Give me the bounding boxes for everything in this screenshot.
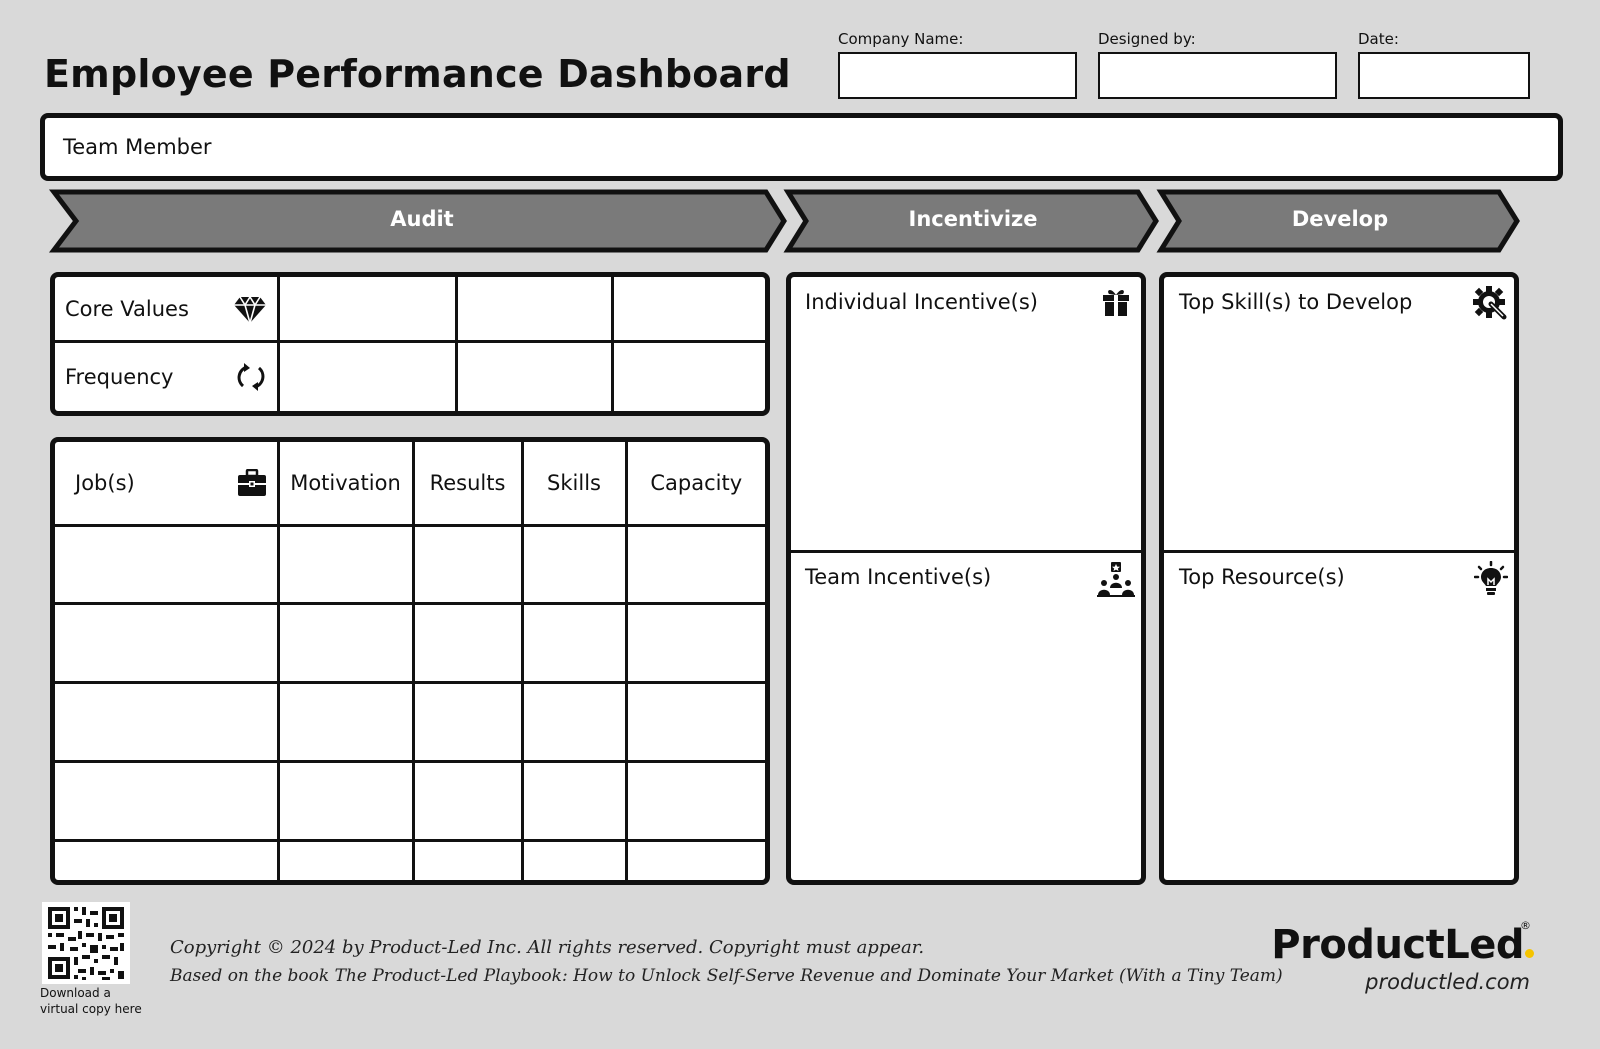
qr-caption-line2: virtual copy here [40, 1002, 142, 1016]
productled-url[interactable]: productled.com [1365, 970, 1530, 994]
company-name-label: Company Name: [838, 30, 964, 48]
logo-mark [1520, 919, 1534, 962]
gear-wrench-icon [1472, 285, 1508, 321]
skills-cell[interactable] [522, 841, 626, 881]
core-values-cell[interactable] [278, 277, 456, 342]
core-values-header-cell [55, 277, 278, 342]
individual-incentive-label: Individual Incentive(s) [805, 290, 1038, 314]
job-cell[interactable] [55, 841, 278, 881]
frequency-label: Frequency [65, 365, 174, 390]
column-header: Capacity [626, 442, 765, 525]
core-values-cell[interactable] [456, 277, 612, 342]
table-row [55, 525, 765, 604]
capacity-cell[interactable] [626, 525, 765, 604]
page-title: Employee Performance Dashboard [44, 52, 791, 96]
date-label: Date: [1358, 30, 1399, 48]
results-cell[interactable] [413, 525, 522, 604]
skills-cell[interactable] [522, 683, 626, 762]
table-row [55, 342, 765, 411]
designed-by-label: Designed by: [1098, 30, 1196, 48]
team-member-label: Team Member [63, 135, 212, 159]
refresh-icon [235, 361, 267, 393]
skills-cell[interactable] [522, 762, 626, 841]
capacity-cell[interactable] [626, 762, 765, 841]
team-incentive-box[interactable] [791, 553, 1141, 880]
qr-caption [40, 985, 142, 1017]
stage-incentivize-label: Incentivize [908, 207, 1038, 231]
stage-develop-label: Develop [1291, 207, 1389, 231]
qr-code[interactable] [42, 902, 130, 984]
incentivize-panel [786, 272, 1146, 885]
logo-text: ProductLed [1271, 922, 1524, 968]
job-cell[interactable] [55, 762, 278, 841]
qr-caption-line1: Download a [40, 986, 111, 1000]
individual-incentive-box[interactable] [791, 277, 1141, 550]
jobs-grid [55, 442, 765, 880]
accent-dot [1525, 949, 1534, 958]
motivation-cell[interactable] [278, 683, 413, 762]
skills-cell[interactable] [522, 604, 626, 683]
table-row [55, 762, 765, 841]
develop-panel [1159, 272, 1519, 885]
capacity-cell[interactable] [626, 683, 765, 762]
job-cell[interactable] [55, 683, 278, 762]
motivation-cell[interactable] [278, 525, 413, 604]
column-header: Results [413, 442, 522, 525]
column-header: Skills [522, 442, 626, 525]
capacity-cell[interactable] [626, 604, 765, 683]
frequency-header-cell [55, 342, 278, 411]
gift-icon [1101, 287, 1131, 317]
jobs-table [50, 437, 770, 885]
results-cell[interactable] [413, 762, 522, 841]
table-row [55, 841, 765, 881]
frequency-cell[interactable] [612, 342, 765, 411]
briefcase-icon [237, 469, 267, 497]
table-row [55, 604, 765, 683]
team-incentive-label: Team Incentive(s) [805, 565, 992, 589]
table-row [55, 683, 765, 762]
frequency-cell[interactable] [278, 342, 456, 411]
jobs-label: Job(s) [75, 470, 135, 495]
registered-mark: ® [1520, 919, 1531, 932]
top-skills-label: Top Skill(s) to Develop [1179, 290, 1413, 314]
book-credit-text: Based on the book The Product-Led Playbook: How to Unlock Self-Serve Revenue and Dominate Your Market (With a Tiny Team) [170, 966, 1283, 986]
core-values-cell[interactable] [612, 277, 765, 342]
motivation-cell[interactable] [278, 604, 413, 683]
column-header: Motivation [278, 442, 413, 525]
jobs-header-cell [55, 442, 278, 525]
table-header-row [55, 442, 765, 525]
top-resources-label: Top Resource(s) [1179, 565, 1345, 589]
frequency-cell[interactable] [456, 342, 612, 411]
copyright-text: Copyright © 2024 by Product-Led Inc. All rights reserved. Copyright must appear. [170, 937, 925, 958]
job-cell[interactable] [55, 604, 278, 683]
core-values-table [50, 272, 770, 416]
core-values-label: Core Values [65, 296, 189, 321]
top-resources-box[interactable] [1164, 553, 1514, 880]
productled-logo[interactable] [1264, 919, 1534, 968]
motivation-cell[interactable] [278, 762, 413, 841]
table-row [55, 277, 765, 342]
team-icon [1097, 562, 1135, 598]
job-cell[interactable] [55, 525, 278, 604]
lightbulb-icon [1474, 561, 1508, 597]
results-cell[interactable] [413, 683, 522, 762]
results-cell[interactable] [413, 604, 522, 683]
stage-audit-label: Audit [390, 207, 454, 231]
top-skills-box[interactable] [1164, 277, 1514, 550]
results-cell[interactable] [413, 841, 522, 881]
capacity-cell[interactable] [626, 841, 765, 881]
motivation-cell[interactable] [278, 841, 413, 881]
skills-cell[interactable] [522, 525, 626, 604]
diamond-icon [233, 294, 267, 324]
core-values-grid [55, 277, 765, 411]
